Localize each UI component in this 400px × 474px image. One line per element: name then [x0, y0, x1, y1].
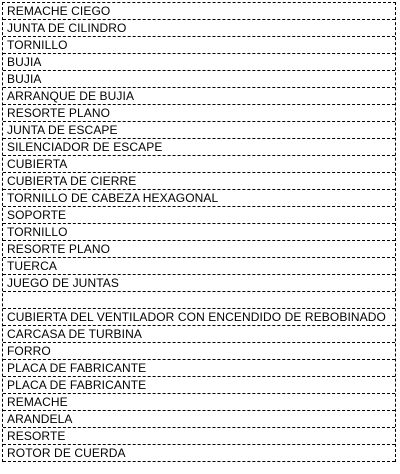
table-row: JUNTA DE ESCAPE [3, 122, 395, 139]
parts-list-table [2, 2, 396, 462]
table-row: REMACHE [3, 394, 395, 411]
table-row: PLACA DE FABRICANTE [3, 377, 395, 394]
table-row: BUJIA [3, 54, 395, 71]
table-row: RESORTE [3, 428, 395, 445]
table-row: CUBIERTA DEL VENTILADOR CON ENCENDIDO DE REBOBINADO [3, 309, 395, 326]
table-row: TORNILLO [3, 224, 395, 241]
table-row-empty [3, 292, 395, 309]
table-row: SILENCIADOR DE ESCAPE [3, 139, 395, 156]
table-row: JUEGO DE JUNTAS [3, 275, 395, 292]
table-row: ARRANQUE DE BUJIA [3, 88, 395, 105]
table-row: BUJIA [3, 71, 395, 88]
table-row: PLACA DE FABRICANTE [3, 360, 395, 377]
table-row: SOPORTE [3, 207, 395, 224]
table-row: TUERCA [3, 258, 395, 275]
table-row: REMACHE CIEGO [3, 3, 395, 20]
table-row: CUBIERTA DE CIERRE [3, 173, 395, 190]
table-row: JUNTA DE CILINDRO [3, 20, 395, 37]
table-row: RESORTE PLANO [3, 105, 395, 122]
table-row: CUBIERTA [3, 156, 395, 173]
table-row: TORNILLO [3, 37, 395, 54]
table-row: ARANDELA [3, 411, 395, 428]
table-row: ROTOR DE CUERDA [3, 445, 395, 462]
table-row: TORNILLO DE CABEZA HEXAGONAL [3, 190, 395, 207]
table-row: RESORTE PLANO [3, 241, 395, 258]
table-row: FORRO [3, 343, 395, 360]
table-row: CARCASA DE TURBINA [3, 326, 395, 343]
